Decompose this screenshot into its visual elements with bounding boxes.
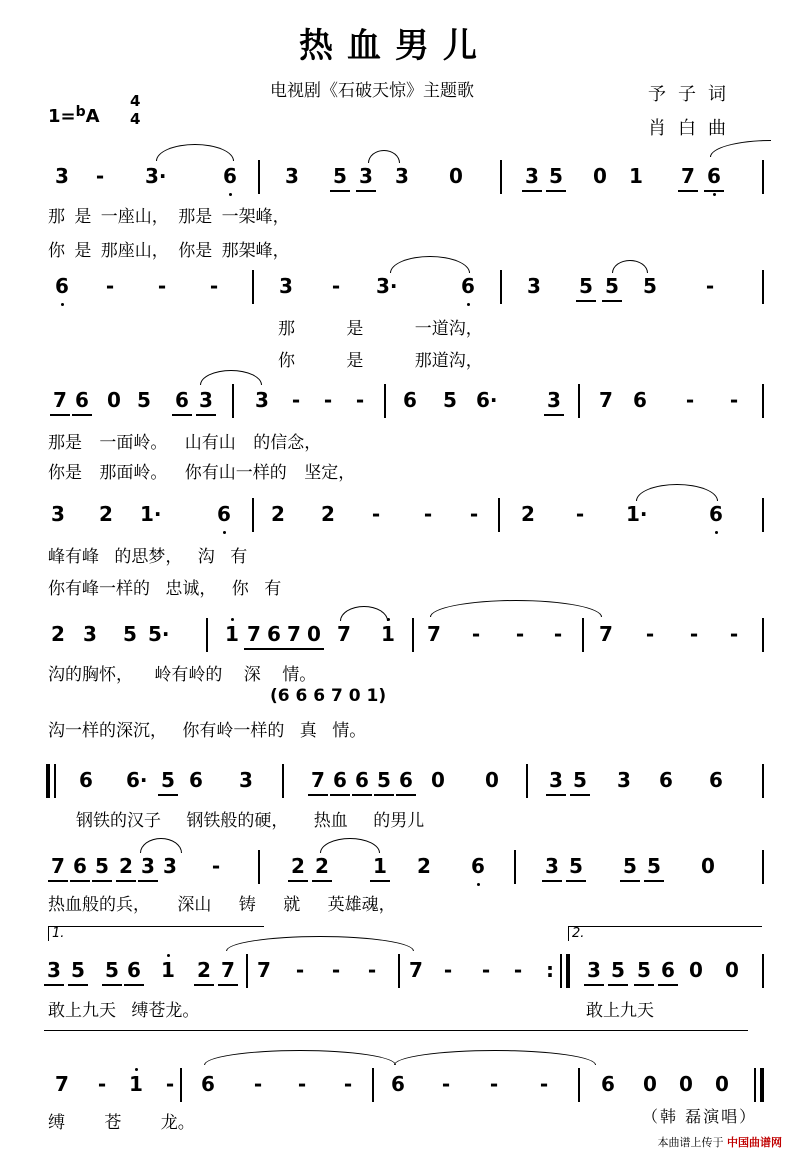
lyric-line-4a: 峰有峰 的思梦， 沟 有 bbox=[48, 547, 248, 567]
volta-2: 2. bbox=[568, 926, 762, 941]
lyric-line-8a: 敢上九天 缚苍龙。 bbox=[48, 1001, 200, 1021]
lyric-line-7: 热血般的兵， 深山 铸 就 英雄魂， bbox=[48, 895, 396, 915]
key-signature: 1=$^b$A bbox=[48, 104, 100, 127]
lyric-line-6: 钢铁的汉子 钢铁般的硬， 热血 的男儿 bbox=[76, 811, 425, 831]
song-title: 热血男儿 bbox=[299, 26, 491, 66]
lyric-line-3b: 你是 那面岭。 你有山一样的 坚定， bbox=[48, 463, 356, 483]
lyric-line-3a: 那是 一面岭。 山有山 的信念， bbox=[48, 433, 322, 453]
lyric-line-1b: 你 是 那座山， 你是 那架峰， bbox=[48, 241, 290, 261]
lyric-line-5b: 沟一样的深沉， 你有岭一样的 真 情。 bbox=[48, 721, 367, 741]
composer-credit: 肖白曲 bbox=[648, 118, 738, 139]
score-row-6: 6 6· 5 6 3 7 6 6 5 6 0 0 3 5 3 6 6 bbox=[0, 766, 790, 794]
score-row-5: 2 3 5 5· 1 7 6 7 0 7 1 7 - - - 7 - - - bbox=[0, 620, 790, 648]
song-subtitle: 电视剧《石破天惊》主题歌 bbox=[270, 81, 474, 101]
ending-bracket bbox=[44, 1030, 748, 1031]
time-signature: 4 4 bbox=[130, 92, 141, 128]
lyric-line-2b: 你 是 那道沟， bbox=[278, 351, 483, 371]
lyric-line-5-paren: (6 6 6 7 0 1) bbox=[270, 686, 387, 706]
lyric-line-2a: 那 是 一道沟， bbox=[278, 319, 483, 339]
volta-1: 1. bbox=[48, 926, 264, 941]
lyric-line-8b: 敢上九天 bbox=[586, 1001, 654, 1021]
lyricist-credit: 予子词 bbox=[648, 84, 738, 105]
score-row-4: 3 2 1· 6 2 2 - - - 2 - 1· 6 bbox=[0, 500, 790, 528]
score-row-3: 7 6 0 5 6 3 3 - - - 6 5 6· 3 7 6 - - bbox=[0, 386, 790, 414]
site-logo: 中国曲谱网 bbox=[727, 1136, 782, 1149]
source-footer: 本曲谱上传于 中国曲谱网 bbox=[657, 1136, 782, 1149]
score-row-8: 3 5 5 6 1 2 7 7 - - - 7 - - - : 3 5 5 6 0 0 bbox=[0, 956, 790, 984]
lyric-line-5a: 沟的胸怀， 岭有岭的 深 情。 bbox=[48, 665, 317, 685]
lyric-line-9: 缚 苍 龙。 bbox=[48, 1113, 195, 1133]
score-row-9: 7 - 1 - 6 - - - 6 - - - 6 0 0 0 bbox=[0, 1070, 790, 1098]
lyric-line-4b: 你有峰一样的 忠诚， 你 有 bbox=[48, 579, 282, 599]
score-row-7: 7 6 5 2 3 3 - 2 2 1 2 6 3 5 5 5 0 bbox=[0, 852, 790, 880]
score-row-2: 6 - - - 3 - 3· 6 3 5 5 5 - bbox=[0, 272, 790, 300]
performer-credit: （韩 磊演唱） bbox=[642, 1107, 758, 1126]
score-row-1: 3 - 3· 6 3 5 3 3 0 3 5 0 1 7 6 bbox=[0, 162, 790, 190]
lyric-line-1a: 那 是 一座山， 那是 一架峰， bbox=[48, 207, 290, 227]
